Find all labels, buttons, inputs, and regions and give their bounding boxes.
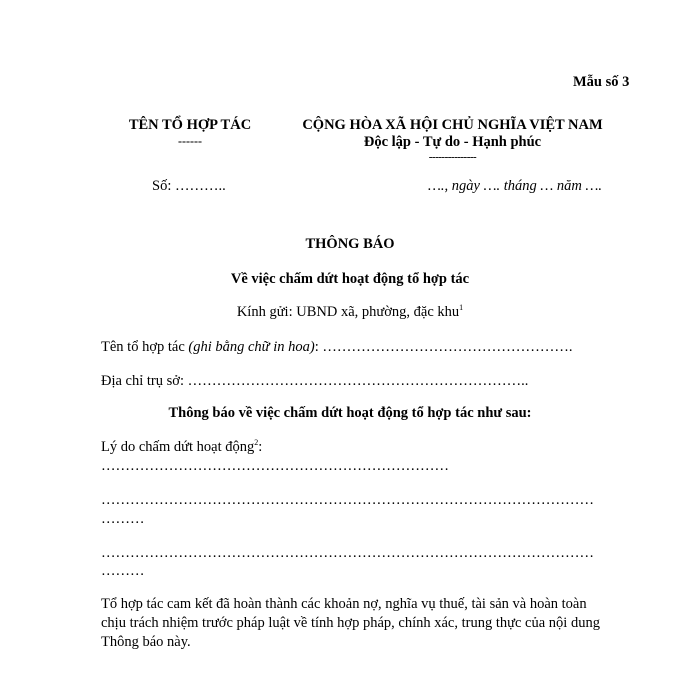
reason-line-2-cont: ……… — [101, 511, 145, 527]
commitment-line-2: chịu trách nhiệm trước pháp luật về tính hợp pháp, chính xác, trung thực của nội dung — [101, 615, 600, 631]
field-name-note: (ghi bằng chữ in hoa) — [188, 339, 315, 355]
reason-line-2: ………………………………………………………………………………………… — [101, 492, 594, 508]
reason-line-1: ……………………………………………………………… — [101, 458, 449, 474]
section-heading: Thông báo về việc chấm dứt hoạt động tổ hợp tác như sau: — [168, 405, 532, 421]
reason-label-line — [101, 439, 262, 456]
document-subject: Về việc chấm dứt hoạt động tổ hợp tác — [230, 271, 470, 287]
commitment-line-1: Tổ hợp tác cam kết đã hoàn thành các khoản nợ, nghĩa vụ thuế, tài sản và hoàn toàn — [101, 596, 587, 612]
document-title: THÔNG BÁO — [305, 236, 395, 252]
reason-line-3-cont: ……… — [101, 563, 145, 579]
motto-underline: --------------- — [428, 151, 477, 163]
motto: Độc lập - Tự do - Hạnh phúc — [363, 134, 542, 150]
org-name-underline: ------ — [178, 134, 202, 148]
nation-title: CỘNG HÒA XÃ HỘI CHỦ NGHĨA VIỆT NAM — [302, 117, 603, 133]
reason-footnote: 2 — [254, 438, 259, 448]
date-line: …., ngày …. tháng … năm …. — [428, 178, 603, 194]
commitment-line-3: Thông báo này. — [101, 634, 191, 650]
recipient-footnote: 1 — [459, 303, 464, 313]
form-number: Mẫu số 3 — [573, 74, 630, 90]
recipient-text: Kính gửi: UBND xã, phường, đặc khu — [236, 304, 460, 320]
field-address: Địa chỉ trụ sở: …………………………………………………………….. — [101, 373, 529, 389]
field-name-label: Tên tổ hợp tác — [101, 339, 189, 355]
reason-label: Lý do chấm dứt hoạt động — [101, 439, 255, 455]
document-number: Số: ……….. — [152, 178, 226, 194]
field-name — [101, 339, 572, 356]
field-name-dots: : ……………………………………………. — [314, 339, 573, 355]
reason-line-3: ………………………………………………………………………………………… — [101, 545, 594, 561]
recipient-line — [0, 304, 700, 321]
reason-colon: : — [258, 439, 263, 455]
org-name: TÊN TỔ HỢP TÁC — [128, 117, 252, 133]
